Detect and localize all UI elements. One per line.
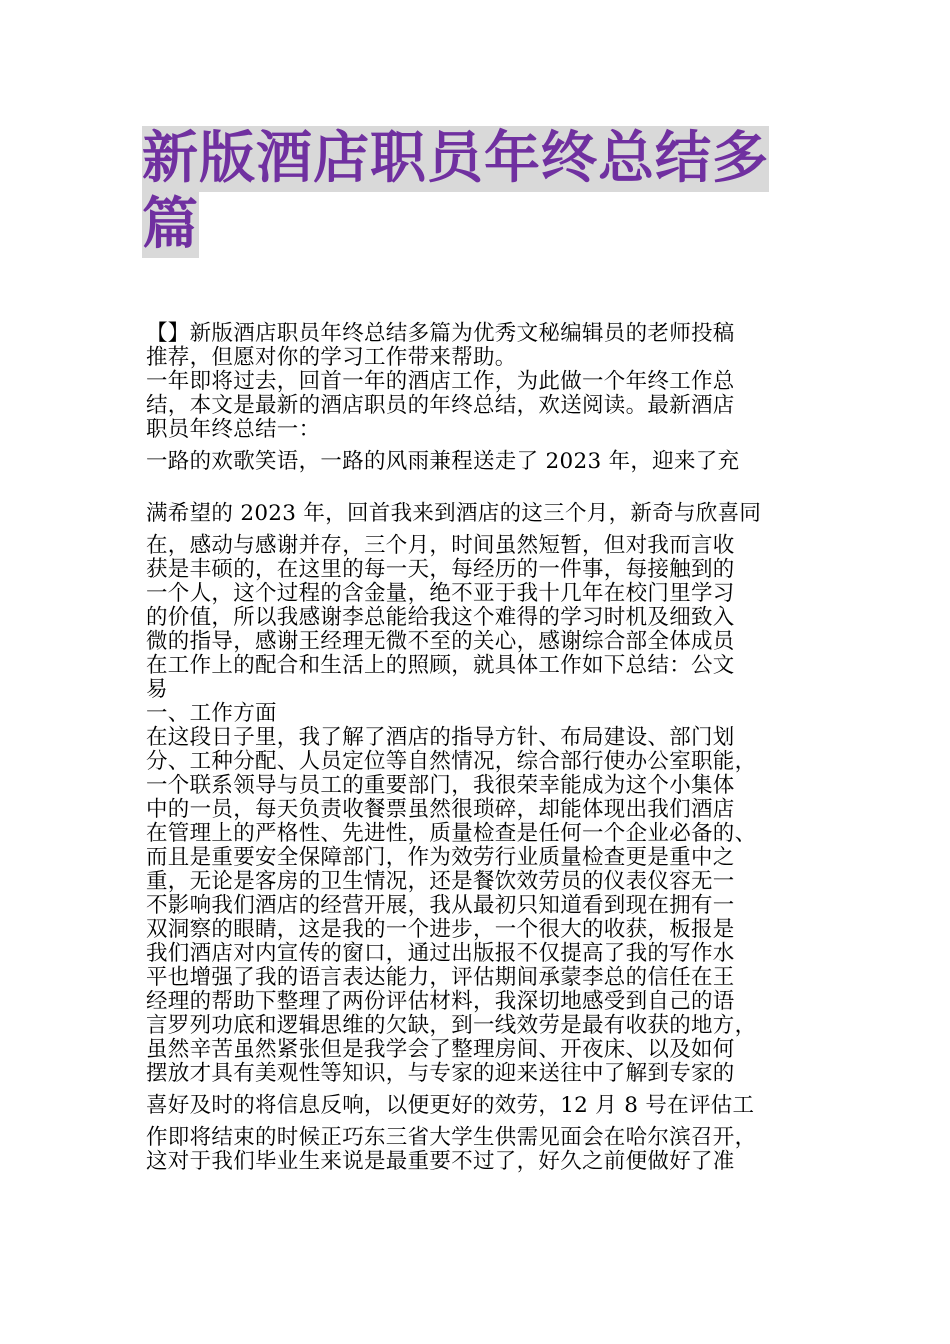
body-line: 微的指导，感谢王经理无微不至的关心，感谢综合部全体成员 <box>146 629 735 654</box>
body-line: 言罗列功底和逻辑思维的欠缺，到一线效劳是最有收获的地方， <box>146 1013 757 1038</box>
document-title <box>142 126 822 258</box>
body-line: 满希望的 2023 年，回首我来到酒店的这三个月，新奇与欣喜同 <box>146 501 762 526</box>
body-line: 推荐，但愿对你的学习工作带来帮助。 <box>146 345 517 370</box>
body-line: 不影响我们酒店的经营开展，我从最初只知道看到现在拥有一 <box>146 893 735 918</box>
document-body <box>146 322 826 1174</box>
body-line: 虽然辛苦虽然紧张但是我学会了整理房间、开夜床、以及如何 <box>146 1037 735 1062</box>
title-line-1: 新版酒店职员年终总结多 <box>142 126 769 191</box>
body-line: 一路的欢歌笑语，一路的风雨兼程送走了 2023 年，迎来了充 <box>146 449 740 474</box>
body-line: 易 <box>146 677 168 702</box>
body-line: 喜好及时的将信息反响，以便更好的效劳，12 月 8 号在评估工 <box>146 1093 755 1118</box>
body-line: 经理的帮助下整理了两份评估材料，我深切地感受到自己的语 <box>146 989 735 1014</box>
body-line: 我们酒店对内宣传的窗口，通过出版报不仅提高了我的写作水 <box>146 941 735 966</box>
body-line: 平也增强了我的语言表达能力，评估期间承蒙李总的信任在王 <box>146 965 735 990</box>
body-line: 一个联系领导与员工的重要部门，我很荣幸能成为这个小集体 <box>146 773 735 798</box>
body-line: 一个人，这个过程的含金量，绝不亚于我十几年在校门里学习 <box>146 581 735 606</box>
body-line: 中的一员，每天负责收餐票虽然很琐碎，却能体现出我们酒店 <box>146 797 735 822</box>
body-line: 在，感动与感谢并存，三个月，时间虽然短暂，但对我而言收 <box>146 533 735 558</box>
body-line: 在工作上的配合和生活上的照顾，就具体工作如下总结：公文 <box>146 653 735 678</box>
body-line: 在管理上的严格性、先进性，质量检查是任何一个企业必备的、 <box>146 821 757 846</box>
title-line-2: 篇 <box>142 192 199 257</box>
section-heading: 一、工作方面 <box>146 701 277 726</box>
body-line: 结，本文是最新的酒店职员的年终总结，欢送阅读。最新酒店 <box>146 393 735 418</box>
body-line: 作即将结束的时候正巧东三省大学生供需见面会在哈尔滨召开， <box>146 1125 757 1150</box>
body-line: 重，无论是客房的卫生情况，还是餐饮效劳员的仪表仪容无一 <box>146 869 735 894</box>
body-line: 分、工种分配、人员定位等自然情况，综合部行使办公室职能， <box>146 749 757 774</box>
body-line: 而且是重要安全保障部门，作为效劳行业质量检查更是重中之 <box>146 845 735 870</box>
body-line: 职员年终总结一： <box>146 417 321 442</box>
body-line: 双洞察的眼睛，这是我的一个进步，一个很大的收获，板报是 <box>146 917 735 942</box>
body-line: 这对于我们毕业生来说是最重要不过了，好久之前便做好了准 <box>146 1149 735 1174</box>
body-line: 获是丰硕的，在这里的每一天，每经历的一件事，每接触到的 <box>146 557 735 582</box>
body-line: 在这段日子里，我了解了酒店的指导方针、布局建设、部门划 <box>146 725 735 750</box>
body-line: 【】新版酒店职员年终总结多篇为优秀文秘编辑员的老师投稿 <box>146 321 735 346</box>
body-line: 摆放才具有美观性等知识，与专家的迎来送往中了解到专家的 <box>146 1061 735 1086</box>
body-line: 一年即将过去，回首一年的酒店工作，为此做一个年终工作总 <box>146 369 735 394</box>
body-line: 的价值，所以我感谢李总能给我这个难得的学习时机及细致入 <box>146 605 735 630</box>
